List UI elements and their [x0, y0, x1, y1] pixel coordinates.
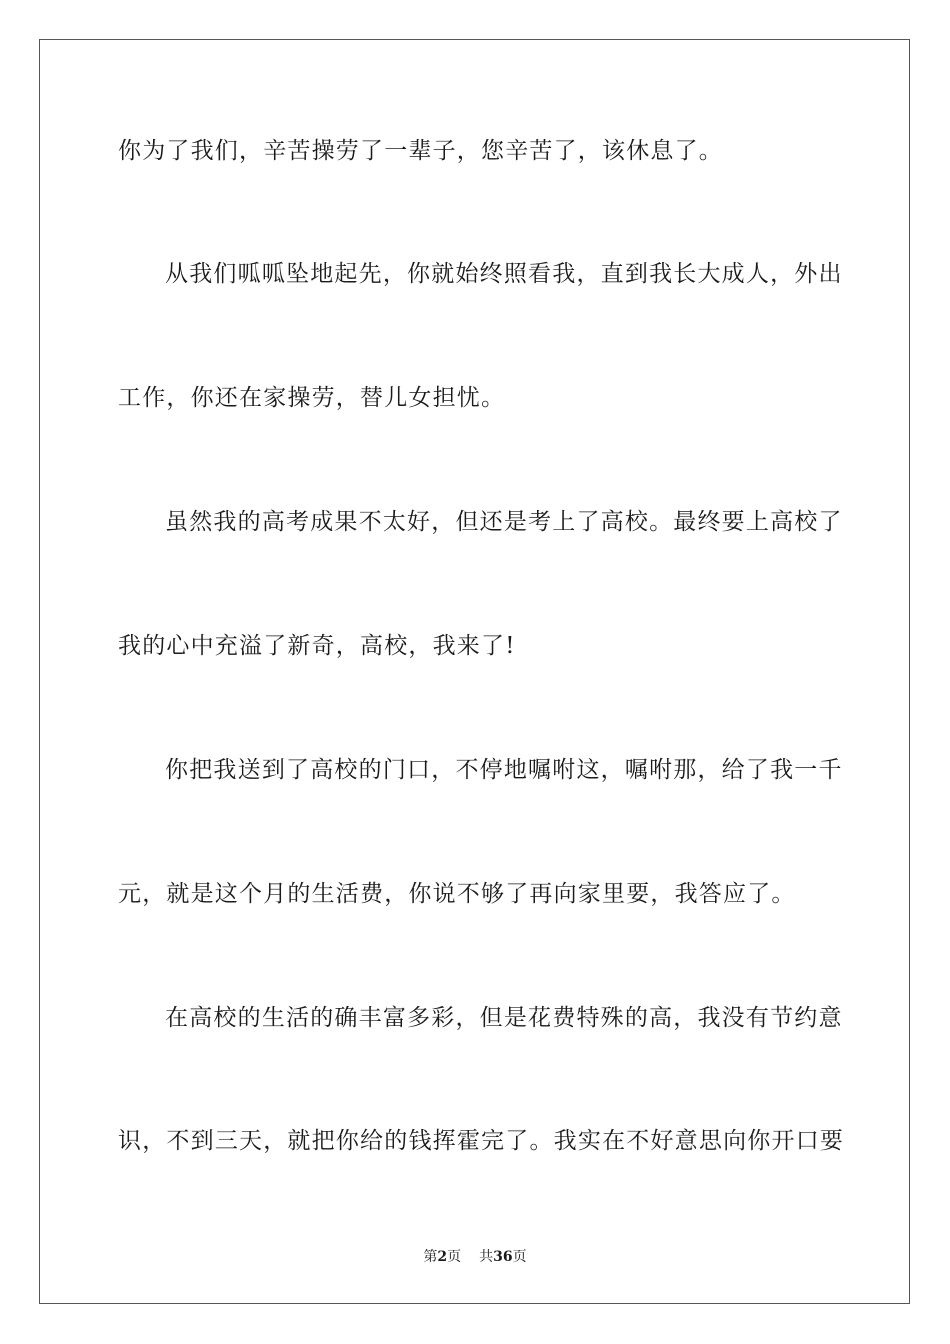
text-line: 元，就是这个月的生活费，你说不够了再向家里要，我答应了。 — [118, 881, 796, 907]
page-number: 2 — [437, 1249, 448, 1265]
total-suffix: 页 — [512, 1249, 527, 1265]
page-suffix: 页 — [447, 1249, 462, 1265]
text-line: 你为了我们，辛苦操劳了一辈子，您辛苦了，该休息了。 — [118, 138, 723, 164]
text-line: 工作，你还在家操劳，替儿女担忧。 — [118, 385, 506, 411]
text-line: 我的心中充溢了新奇，高校，我来了! — [118, 633, 516, 659]
total-pages: 36 — [493, 1249, 513, 1265]
page-border — [39, 39, 910, 1304]
page-prefix: 第 — [423, 1249, 438, 1265]
total-prefix: 共 — [479, 1249, 494, 1265]
page-footer — [0, 1247, 950, 1267]
text-line: 在 高 校 的 生 活 的 确 丰 富 多 彩 ， 但 是 花 费 特 殊 的 高 ， 我 没 有 节 约 意 — [165, 1005, 843, 1031]
text-line: 你 把 我 送 到 了 高 校 的 门 口 ， 不 停 地 嘱 咐 这 ， 嘱 咐 那 ， 给 了 我 一 千 — [165, 757, 843, 783]
text-line: 从 我 们 呱 呱 坠 地 起 先 ， 你 就 始 终 照 看 我 ， 直 到 我 长 大 成 人 ， 外 出 — [165, 261, 843, 287]
text-line: 识 ， 不 到 三 天 ， 就 把 你 给 的 钱 挥 霍 完 了 。 我 实 在 不 好 意 思 向 你 开 口 要 — [118, 1128, 845, 1154]
text-line: 虽 然 我 的 高 考 成 果 不 太 好 ， 但 还 是 考 上 了 高 校 。 最 终 要 上 高 校 了 — [165, 509, 843, 535]
